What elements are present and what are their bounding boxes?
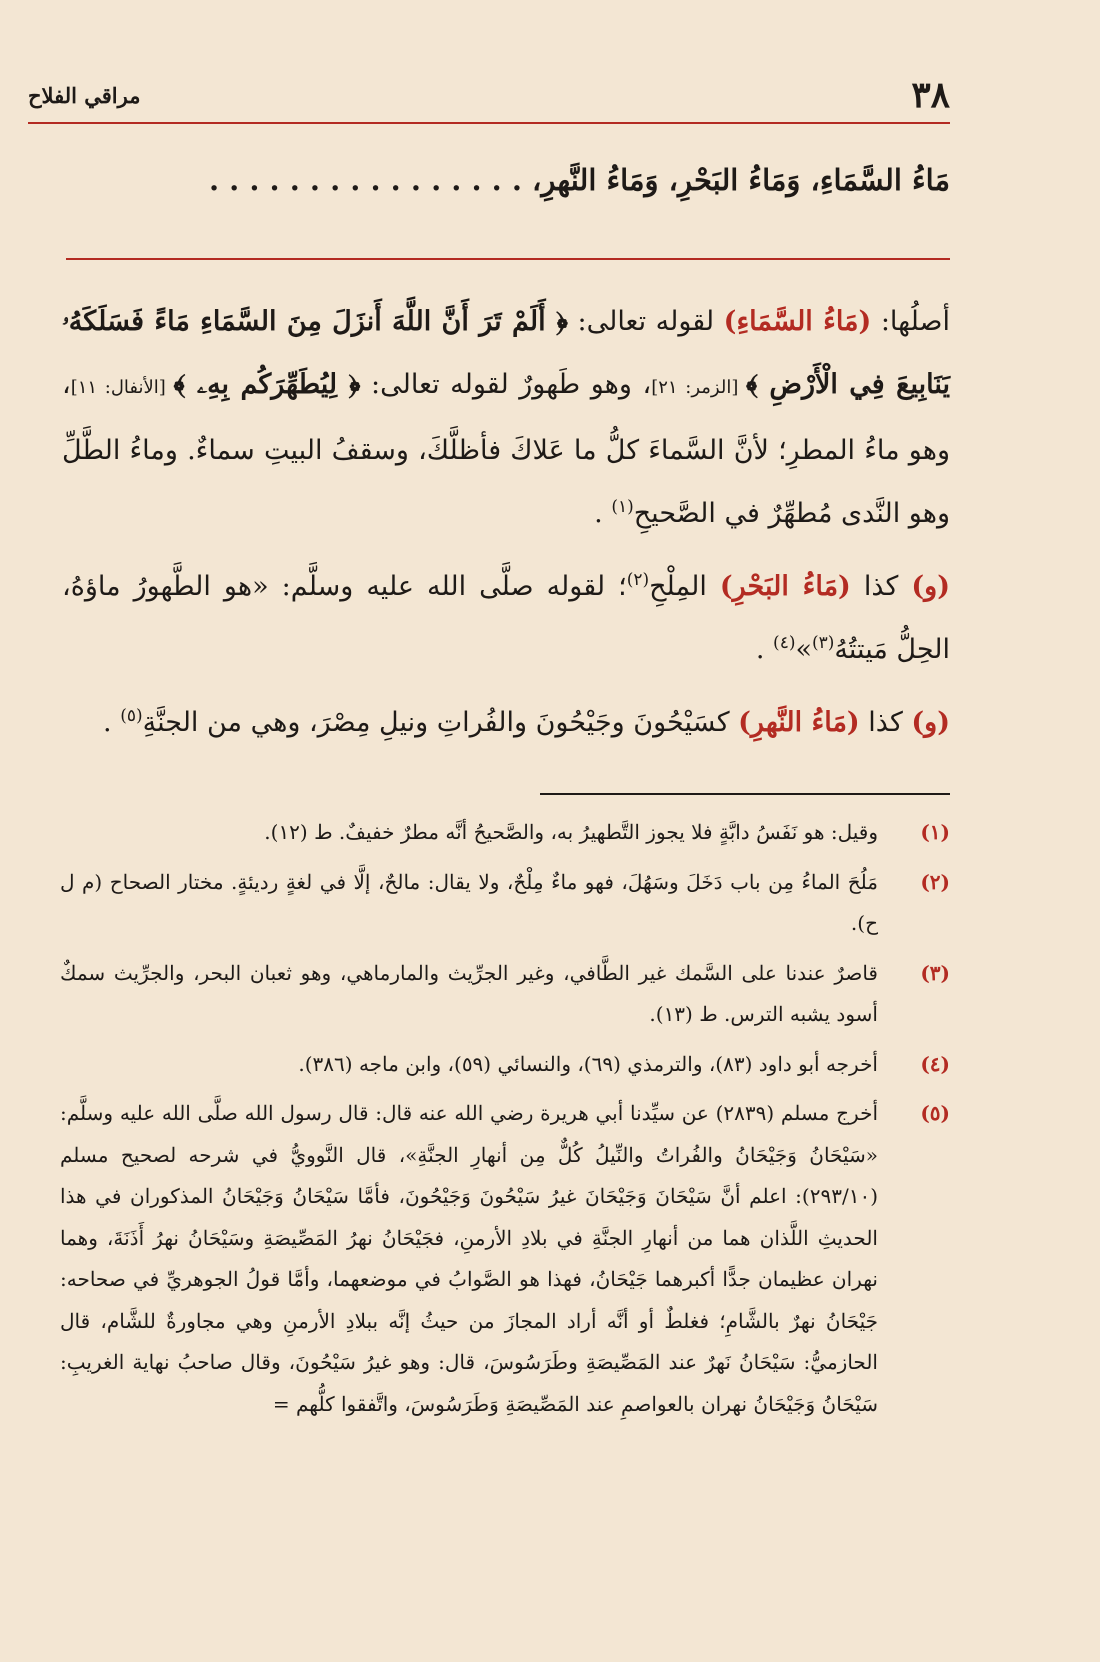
- waw-marker: (و): [911, 707, 950, 738]
- matn-block: [66, 150, 950, 240]
- body-text: .: [755, 634, 774, 665]
- footnote-marker: (٢): [626, 570, 650, 590]
- footnote-number: (٥): [920, 1101, 950, 1125]
- footnote-number: (٢): [920, 869, 950, 894]
- footnote-marker: (٤): [773, 633, 796, 653]
- footnote-item: [60, 862, 950, 945]
- paragraph-river-water: [62, 691, 950, 754]
- body-text: كذا: [850, 571, 912, 602]
- footnotes: [60, 812, 950, 1433]
- book-title: مراقي الفلاح: [28, 83, 141, 108]
- body-text: .: [103, 707, 121, 738]
- paragraph-sky-water: [62, 290, 950, 545]
- footnote-text: وقيل: هو نَفَسُ دابَّةٍ فلا يجوز التَّطهيرُ به، والصَّحيحُ أنَّه مطرٌ خفيفٌ. ط (١٢).: [264, 820, 878, 844]
- section-rule: [66, 258, 950, 260]
- term-sea-water: (مَاءُ البَحْرِ): [719, 571, 851, 602]
- body-text: كذا: [859, 707, 912, 738]
- body-text: المِلْحِ: [649, 571, 720, 602]
- body-text: ، وهو طَهورٌ لقوله تعالى:: [360, 369, 652, 400]
- term-river-water: (مَاءُ النَّهرِ): [738, 707, 860, 738]
- body-text: »: [795, 634, 812, 665]
- body-text: ؛ لقوله صلَّى الله عليه وسلَّم: «هو الطَّهورُ ماؤهُ، الحِلُّ مَيتتُهُ: [62, 571, 950, 665]
- term-sky-water: (مَاءُ السَّمَاءِ): [723, 306, 872, 337]
- footnote-marker: (١): [611, 497, 634, 517]
- footnote-number: (٤): [920, 1051, 950, 1076]
- header-rule: [28, 122, 950, 124]
- verse-reference: [الزمر: ٢١]: [651, 377, 747, 398]
- footnote-text: أخرج مسلم (٢٨٣٩) عن سيِّدنا أبي هريرة رضي الله عنه قال: قال رسول الله صلَّى الله عليه وسلَّم: «سَيْحَانُ وَجَيْحَانُ والفُراتُ والنِّيلُ كُلٌّ مِن أنهارِ الجنَّةِ»، قال النَّوويُّ في شرحه لصحيح مسلم (٢٩٣/١٠): اعلم أنَّ سَيْحَانَ وَجَيْحَانَ غيرُ سَيْحُونَ وَجَيْحُونَ، فأمَّا سَيْحَانُ وَجَيْحَانُ المذكوران في هذا الحديثِ اللَّذان هما من أنهارِ الجنَّةِ في بلادِ الأرمنِ، فجَيْحَانُ نهرُ المَصِّيصَةِ وسَيْحَانُ نهرُ أَذَنَةَ، وهما نهران عظيمان جدًّا أكبرهما جَيْحَانُ، فهذا هو الصَّوابُ في موضعهما، وأمَّا قولُ الجوهريِّ في صحاحه: جَيْحَانُ نهرٌ بالشَّامِ؛ فغلطٌ أو أنَّه أراد المجازَ من حيثُ إنَّه ببلادِ الأرمنِ وهي مجاورةٌ للشَّام، قال الحازميُّ: سَيْحَانُ نَهرٌ عند المَصِّيصَةِ وطَرَسُوسَ، قال: وهو غيرُ سَيْحُونَ، وقال صاحبُ نهاية الغريبِ: سَيْحَانُ وَجَيْحَانُ نهران بالعواصمِ عند المَصِّيصَةِ وَطَرَسُوسَ، واتَّفقوا كلُّهم =: [60, 1101, 878, 1416]
- body-text: لقوله تعالى:: [567, 306, 724, 337]
- footnote-number: (٣): [920, 960, 950, 985]
- footnote-item: [60, 812, 950, 854]
- footnote-text: قاصرٌ عندنا على السَّمك غير الطَّافي، وغير الجرِّيث والمارماهي، وهو ثعبان البحر، والجرِّيث سمكٌ أسود يشبه الترس. ط (١٣).: [60, 960, 878, 1026]
- verse-reference: [الأنفال: ١١]: [70, 377, 174, 398]
- matn-text: مَاءُ السَّمَاءِ، وَمَاءُ البَحْرِ، وَمَاءُ النَّهرِ، . . . . . . . . . . . . . . . .: [208, 163, 950, 197]
- footnote-text: أخرجه أبو داود (٨٣)، والترمذي (٦٩)، والنسائي (٥٩)، وابن ماجه (٣٨٦).: [298, 1051, 878, 1076]
- commentary-body: [62, 290, 950, 764]
- footnote-marker: (٣): [812, 633, 835, 653]
- footnote-separator: [540, 793, 950, 795]
- footnote-text: مَلُحَ الماءُ مِن باب دَخَلَ وسَهُلَ، فهو ماءٌ مِلْحٌ، ولا يقال: مالحٌ، إلَّا في لغةٍ رديئةٍ. مختار الصحاح (م ل ح).: [60, 869, 878, 935]
- page-header: [28, 70, 950, 120]
- quran-verse: ﴿ أَلَمْ تَرَ أَنَّ اللَّهَ أَنزَلَ مِنَ السَّمَاءِ مَاءً فَسَلَكَهُۥ يَنَابِيعَ فِي الْأَرْضِ ﴾: [62, 306, 950, 400]
- body-text: .: [594, 498, 612, 529]
- footnote-marker: (٥): [120, 706, 143, 726]
- footnote-item: [60, 1044, 950, 1086]
- footnote-item: [60, 953, 950, 1036]
- footnote-number: (١): [920, 820, 950, 844]
- body-text: كسَيْحُونَ وجَيْحُونَ والفُراتِ ونيلِ مِصْرَ، وهي من الجنَّةِ: [142, 707, 739, 738]
- footnote-item: [60, 1093, 950, 1425]
- page-number: ٣٨: [911, 74, 950, 116]
- intro-text: أصلُها:: [880, 306, 950, 337]
- body-text: ، وهو ماءُ المطرِ؛ لأنَّ السَّماءَ كلُّ ما عَلاكَ فأظلَّكَ، وسقفُ البيتِ سماءٌ. وماءُ الطَّلِّ وهو النَّدى مُطهِّرٌ في الصَّحيحِ: [62, 369, 950, 529]
- paragraph-sea-water: [62, 555, 950, 681]
- waw-marker: (و): [911, 571, 950, 602]
- quran-verse: ﴿ لِيُطَهِّرَكُم بِهِۦ ﴾: [173, 369, 361, 400]
